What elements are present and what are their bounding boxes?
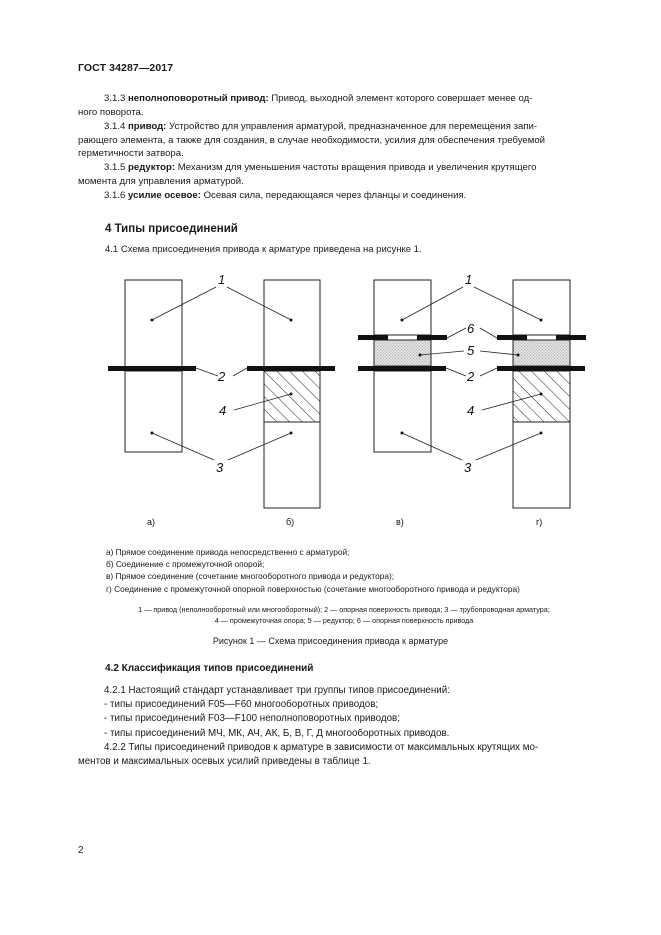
term: усилие осевое: [128, 190, 201, 201]
clause-number: 3.1.6 [104, 190, 126, 201]
panel-label-a: а) [147, 517, 156, 527]
clause-number: 3.1.4 [104, 121, 126, 132]
document-header: ГОСТ 34287—2017 [78, 62, 174, 74]
definition-3-1-5 [78, 161, 583, 188]
definition-text: Осевая сила, передающаяся через фланцы и соединения. [200, 190, 467, 201]
legend-item: а) Прямое соединение привода непосредственно с арматурой; [106, 547, 350, 557]
callout-3-right: 3 [464, 460, 472, 475]
definition-text: Механизм для уменьшения частоты вращения привода и увеличения крутящего [175, 162, 537, 173]
valve-block [125, 371, 182, 452]
page-number: 2 [78, 845, 84, 856]
callout-6: 6 [467, 321, 475, 336]
gearbox-block [513, 340, 570, 366]
callout-4-right: 4 [467, 403, 475, 418]
intermediate-support [513, 371, 570, 422]
figure-notes-line-1: 1 — привод (неполнооборотный или многооборотный); 2 — опорная поверхность привода; 3 — трубопроводная арматура; [138, 605, 550, 614]
section-4-title: 4 Типы присоединений [105, 223, 238, 235]
figure-legend [106, 546, 626, 595]
list-item: - типы присоединений МЧ, МК, АЧ, АК, Б, В, Г, Д многооборотных приводов. [104, 727, 450, 739]
callout-1-right: 1 [465, 272, 473, 287]
figure-notes-line-2: 4 — промежуточная опора; 5 — редуктор; 6 — опорная поверхность привода [214, 616, 474, 625]
intermediate-support [264, 371, 320, 422]
panel-g [497, 280, 586, 508]
actuator-block [264, 280, 320, 368]
paragraph-4-2-1: 4.2.1 Настоящий стандарт устанавливает три группы типов присоединений: [104, 685, 450, 696]
section-4-2-title: 4.2 Классификация типов присоединений [105, 663, 314, 674]
mounting-flange [108, 366, 196, 371]
valve-block [513, 422, 570, 508]
upper-flange-right [417, 335, 447, 340]
definition-text: Устройство для управления арматурой, предназначенное для перемещения запи- [166, 121, 538, 132]
callout-5: 5 [467, 343, 475, 358]
clause-number: 3.1.5 [104, 162, 126, 173]
connection-diagram [0, 260, 661, 535]
upper-flange-left [497, 335, 527, 340]
callout-4-left: 4 [219, 403, 227, 418]
legend-item: в) Прямое соединение (сочетание многооборотного привода и редуктора); [106, 571, 395, 582]
callout-2-right: 2 [467, 369, 475, 384]
figure-caption: Рисунок 1 — Схема присоединения привода к арматуре [212, 636, 449, 646]
definition-3-1-6 [78, 189, 583, 203]
paragraph-4-2-2-cont: ментов и максимальных осевых усилий приведены в таблице 1. [78, 756, 371, 768]
term: неполноповоротный привод: [128, 93, 269, 104]
panel-label-b: б) [286, 517, 295, 527]
definition-text-cont: герметичности затвора. [78, 148, 184, 160]
panel-label-v: в) [396, 517, 404, 527]
definition-3-1-3 [78, 92, 583, 119]
actuator-block [374, 280, 431, 335]
valve-block [264, 422, 320, 508]
actuator-block [125, 280, 182, 368]
definition-text-cont: рающего элемента, а также для создания, в случае необходимости, усилия для обеспечения требуемой [78, 134, 546, 146]
callout-1-left: 1 [218, 272, 226, 287]
paragraph-4-1: 4.1 Схема присоединения привода к арматуре приведена на рисунке 1. [105, 244, 422, 255]
list-item: - типы присоединений F03—F100 неполноповоротных приводов; [104, 713, 400, 725]
actuator-block [513, 280, 570, 335]
mounting-flange [358, 366, 446, 371]
callout-3-left: 3 [216, 460, 224, 475]
panel-a [108, 280, 196, 452]
upper-flange-right [556, 335, 586, 340]
paragraph-4-2-2: 4.2.2 Типы присоединений приводов к арматуре в зависимости от максимальных крутящих мо- [104, 741, 539, 753]
mounting-flange [497, 366, 585, 371]
valve-block [374, 371, 431, 452]
definition-text: Привод, выходной элемент которого совершает менее од- [268, 93, 533, 104]
clause-number: 3.1.3 [104, 93, 126, 104]
callout-2-left: 2 [218, 369, 226, 384]
definition-text-cont: ного поворота. [78, 106, 144, 118]
upper-flange-left [358, 335, 388, 340]
section-4-2-body [78, 684, 583, 769]
term: редуктор: [128, 162, 176, 173]
gearbox-block [374, 340, 431, 366]
legend-item: б) Соединение с промежуточной опорой; [106, 559, 265, 570]
mounting-flange [247, 366, 335, 371]
panel-v [358, 280, 447, 452]
legend-item: г) Соединение с промежуточной опорной поверхностью (сочетание многооборотного привода и редуктора) [106, 583, 520, 594]
term: привод: [128, 121, 167, 132]
panel-label-g: г) [536, 517, 543, 527]
definition-text-cont: момента для управления арматурой. [78, 175, 244, 187]
definition-3-1-4 [78, 120, 583, 161]
list-item: - типы присоединений F05—F60 многооборотных приводов; [104, 699, 379, 711]
